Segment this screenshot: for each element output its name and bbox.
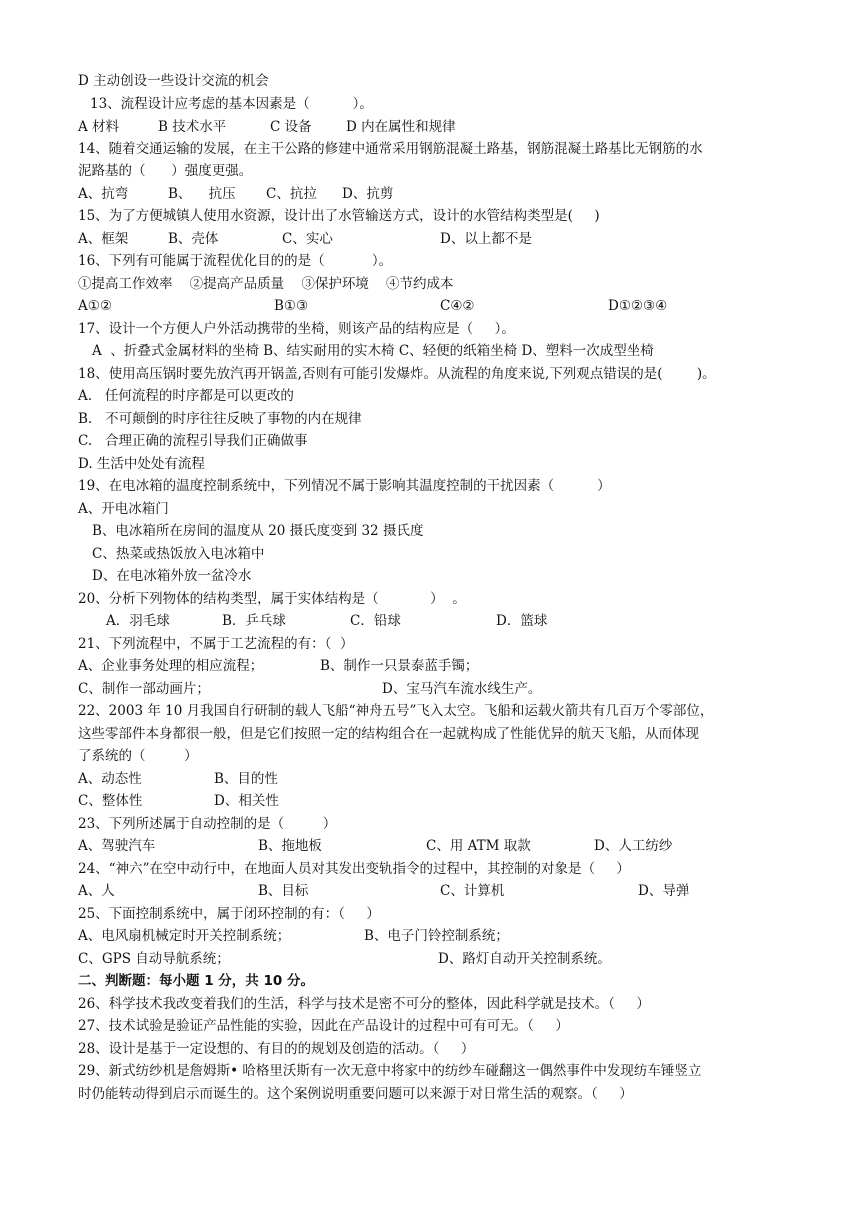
q25-stem: 25、下面控制系统中，属于闭环控制的有：（ ）: [78, 906, 380, 922]
q22-option-c: C、整体性: [78, 793, 143, 809]
q19-option-b: B、电冰箱所在房间的温度从 20 摄氏度变到 32 摄氏度: [92, 523, 424, 539]
q20-option-b: B．乒乓球: [222, 613, 286, 629]
q28-statement: 28、设计是基于一定设想的、有目的的规划及创造的活动。（ ）: [78, 1041, 475, 1057]
q18-option-c: C. 合理正确的流程引导我们正确做事: [78, 433, 308, 449]
q14-stem-line1: 14、随着交通运输的发展，在主干公路的修建中通常采用钢筋混凝土路基，钢筋混凝土路基比无钢筋的水: [78, 141, 703, 157]
q24-stem: 24、“神六”在空中动行中，在地面人员对其发出变轨指令的过程中，其控制的对象是（ ）: [78, 861, 630, 877]
q16-items: ①提高工作效率 ②提高产品质量 ③保护环境 ④节约成本: [78, 276, 454, 292]
q17-options: A 、折叠式金属材料的坐椅 B、结实耐用的实木椅 C、轻便的纸箱坐椅 D、塑料一次成型坐椅: [92, 343, 654, 359]
q13-stem: 13、流程设计应考虑的基本因素是（ ）。: [90, 96, 373, 112]
q24-option-a: A、人: [78, 883, 115, 899]
q18-option-a: A. 任何流程的时序都是可以更改的: [78, 388, 294, 404]
q16-option-c: C④②: [440, 298, 475, 314]
q23-option-d: D、人工纺纱: [594, 838, 673, 854]
q16-option-d: D①②③④: [608, 298, 668, 314]
q14-option-a: A、抗弯: [78, 186, 129, 202]
q19-stem: 19、在电冰箱的温度控制系统中，下列情况不属于影响其温度控制的干扰因素（ ）: [78, 478, 611, 494]
q24-option-b: B、目标: [258, 883, 309, 899]
q22-stem-line1: 22、2003 年 10 月我国自行研制的载人飞船“神舟五号”飞入太空。飞船和运载火箭共有几百万个零部位，: [78, 703, 714, 719]
q20-option-c: C．铅球: [350, 613, 401, 629]
q21-option-b: B、制作一只景泰蓝手镯；: [320, 658, 479, 674]
q19-option-d: D、在电冰箱外放一盆冷水: [92, 568, 252, 584]
q21-option-c: C、制作一部动画片；: [78, 681, 210, 697]
q13-option-c: C 设备: [270, 119, 312, 135]
q29-statement-line1: 29、新式纺纱机是詹姆斯• 哈格里沃斯有一次无意中将家中的纺纱车碰翻这一偶然事件中发现纺车锤竖立: [78, 1063, 702, 1079]
q22-option-a: A、动态性: [78, 771, 142, 787]
q25-option-b: B、电子门铃控制系统；: [364, 928, 509, 944]
q22-option-b: B、目的性: [214, 771, 278, 787]
q20-option-d: D．篮球: [496, 613, 548, 629]
q23-option-a: A、驾驶汽车: [78, 838, 156, 854]
q27-statement: 27、技术试验是验证产品性能的实验，因此在产品设计的过程中可有可无。（ ）: [78, 1018, 569, 1034]
q15-option-b: B、壳体: [168, 231, 219, 247]
q19-option-c: C、热菜或热饭放入电冰箱中: [92, 546, 265, 562]
q25-option-a: A、电风扇机械定时开关控制系统；: [78, 928, 291, 944]
q18-stem: 18、使用高压锅时要先放汽再开锅盖,否则有可能引发爆炸。从流程的角度来说,下列观点错误的是( )。: [78, 366, 716, 382]
q15-option-c: C、实心: [282, 231, 333, 247]
q23-option-c: C、用 ATM 取款: [426, 838, 531, 854]
q26-statement: 26、科学技术我改变着我们的生活，科学与技术是密不可分的整体，因此科学就是技术。（ ）: [78, 996, 650, 1012]
q19-option-a: A、开电冰箱门: [78, 501, 169, 517]
q16-stem: 16、下列有可能属于流程优化目的的是（ ）。: [78, 253, 393, 269]
q18-option-d: D. 生活中处处有流程: [78, 456, 205, 472]
q13-option-a: A 材料: [78, 119, 120, 135]
prev-option-d: D 主动创设一些设计交流的机会: [78, 73, 269, 89]
q20-option-a: A．羽毛球: [106, 613, 170, 629]
q23-stem: 23、下列所述属于自动控制的是（ ）: [78, 816, 337, 832]
q15-stem: 15、为了方便城镇人使用水资源，设计出了水管输送方式，设计的水管结构类型是( ): [78, 208, 600, 224]
q15-option-d: D、以上都不是: [440, 231, 532, 247]
q21-option-a: A、企业事务处理的相应流程；: [78, 658, 264, 674]
q18-option-b: B. 不可颠倒的时序往往反映了事物的内在规律: [78, 411, 362, 427]
q14-option-d: D、抗剪: [342, 186, 394, 202]
q29-statement-line2: 时仍能转动得到启示而诞生的。这个案例说明重要问题可以来源于对日常生活的观察。（ ）: [78, 1086, 633, 1102]
q22-option-d: D、相关性: [214, 793, 279, 809]
q15-option-a: A、框架: [78, 231, 129, 247]
q22-stem-line2: 这些零部件本身都很一般，但是它们按照一定的结构组合在一起就构成了性能优异的航天飞船，从而体现: [78, 726, 699, 742]
q21-option-d: D、宝马汽车流水线生产。: [382, 681, 542, 697]
q21-stem: 21、下列流程中，不属于工艺流程的有：（ ）: [78, 636, 354, 652]
q24-option-c: C、计算机: [440, 883, 505, 899]
q13-option-b: B 技术水平: [158, 119, 227, 135]
q14-option-b: B、 抗压: [168, 186, 236, 202]
q13-option-d: D 内在属性和规律: [346, 119, 456, 135]
q20-stem: 20、分析下列物体的结构类型，属于实体结构是（ ） 。: [78, 591, 466, 607]
q24-option-d: D、导弹: [638, 883, 690, 899]
q25-option-c: C、GPS 自动导航系统；: [78, 951, 230, 967]
q25-option-d: D、路灯自动开关控制系统。: [438, 951, 611, 967]
q14-stem-line2: 泥路基的（ ）强度更强。: [78, 163, 253, 179]
q14-option-c: C、抗拉: [266, 186, 317, 202]
q16-option-a: A①②: [78, 298, 112, 314]
section-2-heading: 二、判断题：每小题 1 分，共 10 分。: [78, 973, 314, 989]
q16-option-b: B①③: [274, 298, 309, 314]
q23-option-b: B、拖地板: [258, 838, 322, 854]
q17-stem: 17、设计一个方便人户外活动携带的坐椅，则该产品的结构应是（ ）。: [78, 321, 515, 337]
q22-stem-line3: 了系统的（ ）: [78, 748, 198, 764]
